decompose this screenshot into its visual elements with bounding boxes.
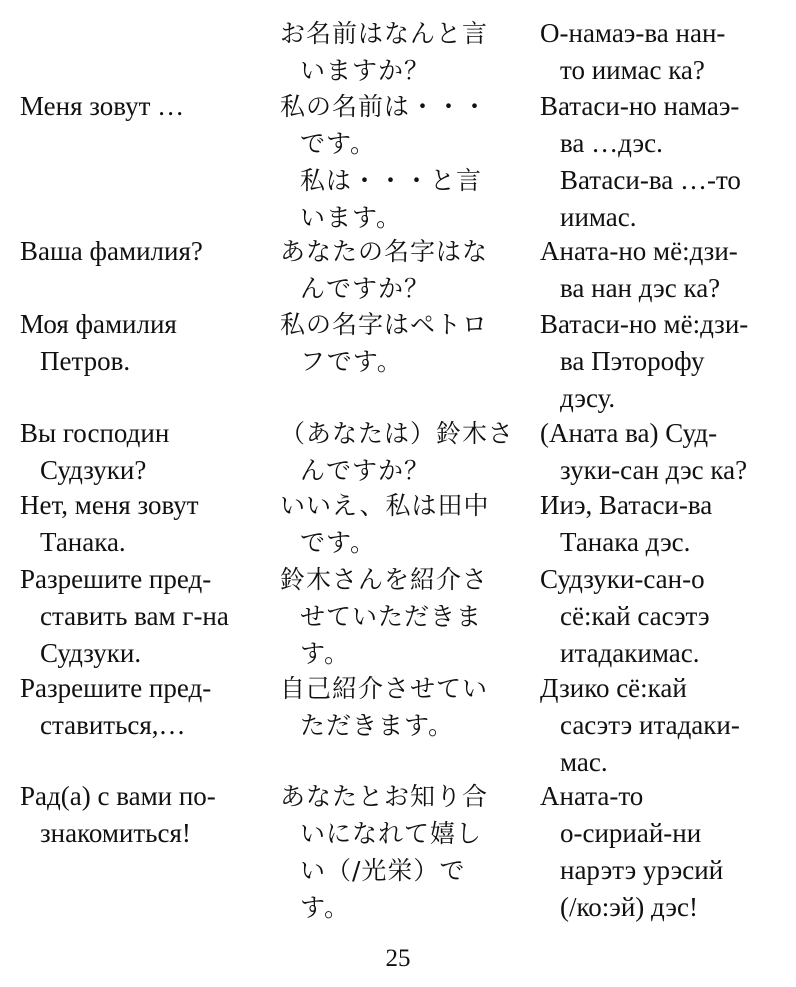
russian-phrase <box>20 415 265 489</box>
transcription-line: нарэтэ урэсий <box>560 855 724 885</box>
transcription-line: Аната-то <box>540 781 644 811</box>
russian-phrase <box>20 778 265 852</box>
japanese-phrase-line: んですか？ <box>300 274 431 303</box>
transcription-line: Танака дэс. <box>560 527 691 557</box>
transcription <box>540 561 790 672</box>
transcription-line: сё:кай сасэтэ <box>560 601 710 631</box>
transcription-line: зуки-сан дэс ка? <box>560 455 748 485</box>
russian-phrase-line: Судзуки? <box>40 455 147 485</box>
japanese-phrase-line: 自己紹介させてい <box>280 674 489 703</box>
transcription <box>540 487 790 561</box>
russian-phrase-line: Петров. <box>40 346 131 376</box>
transcription-line: Дзико сё:кай <box>540 673 687 703</box>
transcription-line: О-намаэ-ва нан- <box>540 18 726 48</box>
transcription-line: мас. <box>560 747 608 777</box>
transcription-line: (Аната ва) Суд- <box>540 418 718 448</box>
russian-phrase <box>20 306 265 380</box>
japanese-phrase <box>280 415 530 489</box>
russian-phrase-line: знакомиться! <box>40 818 191 848</box>
russian-phrase <box>20 88 265 125</box>
russian-phrase <box>20 670 265 744</box>
japanese-phrase-line: お名前はなんと言 <box>280 19 489 48</box>
page-number: 25 <box>385 945 411 972</box>
russian-phrase-line: Меня зовут … <box>20 91 185 121</box>
transcription-line: ва нан дэс ка? <box>560 273 721 303</box>
japanese-phrase-line: 私の名前は・・・ <box>280 92 489 121</box>
transcription-line: сасэтэ итадаки- <box>560 710 740 740</box>
transcription <box>540 233 790 307</box>
russian-phrase-line: Нет, меня зовут <box>20 490 199 520</box>
japanese-phrase <box>280 778 530 926</box>
russian-phrase-line: Разрешите пред- <box>20 564 212 594</box>
japanese-phrase-line: す。 <box>300 893 351 922</box>
japanese-phrase-line: あなたとお知り合 <box>280 782 489 811</box>
transcription-line: Судзуки-сан-о <box>540 564 705 594</box>
japanese-phrase-line: せていただきま <box>300 602 483 631</box>
japanese-phrase-line: ただきます。 <box>300 711 455 740</box>
russian-phrase-line: ставиться,… <box>40 710 186 740</box>
japanese-phrase-line: います。 <box>300 203 403 232</box>
transcription <box>540 306 790 417</box>
transcription-line: Ииэ, Ватаси-ва <box>540 490 713 520</box>
transcription-line: ва Пэторофу <box>560 346 705 376</box>
transcription <box>540 415 790 489</box>
japanese-phrase-line: 鈴木さんを紹介さ <box>280 565 489 594</box>
russian-phrase-line: ставить вам г-на <box>40 601 229 631</box>
transcription-line: ва …дэс. <box>560 128 663 158</box>
transcription <box>540 15 790 89</box>
transcription <box>540 778 790 926</box>
russian-phrase-line: Ваша фамилия? <box>20 236 203 266</box>
transcription-line: Ватаси-ва …-то <box>560 165 741 195</box>
japanese-phrase-line: いますか？ <box>300 56 431 85</box>
russian-phrase-line: Разрешите пред- <box>20 673 212 703</box>
transcription-line: то иимас ка? <box>560 55 705 85</box>
japanese-phrase-line: 私の名字はペトロ <box>280 310 489 339</box>
japanese-phrase-line: あなたの名字はな <box>280 237 489 266</box>
transcription-line: иимас. <box>560 202 637 232</box>
russian-phrase-line: Рад(а) с вами по- <box>20 781 216 811</box>
russian-phrase <box>20 487 265 561</box>
japanese-phrase-line: フです。 <box>300 347 403 376</box>
russian-phrase-line: Моя фамилия <box>20 309 177 339</box>
russian-phrase-line: Танака. <box>40 527 126 557</box>
japanese-phrase <box>280 487 530 561</box>
japanese-phrase <box>280 306 530 380</box>
russian-phrase <box>20 233 265 270</box>
japanese-phrase-line: です。 <box>300 528 377 557</box>
japanese-phrase-line: す。 <box>300 639 351 668</box>
japanese-phrase-line: いいえ、私は田中 <box>280 491 490 520</box>
japanese-phrase-line: んですか？ <box>300 456 431 485</box>
transcription-line: Ватаси-но намаэ- <box>540 91 740 121</box>
japanese-phrase-line: 私は・・・と言 <box>300 166 483 195</box>
transcription <box>540 88 790 236</box>
japanese-phrase <box>280 88 530 236</box>
japanese-phrase <box>280 561 530 672</box>
transcription-line: дэсу. <box>560 383 616 413</box>
transcription-line: о-сириай-ни <box>560 818 702 848</box>
russian-phrase <box>20 561 265 672</box>
japanese-phrase-line: （あなたは）鈴木さ <box>280 419 515 448</box>
japanese-phrase-line: です。 <box>300 129 377 158</box>
transcription-line: (/ко:эй) дэс! <box>560 892 698 922</box>
transcription-line: Аната-но мё:дзи- <box>540 236 738 266</box>
japanese-phrase <box>280 670 530 744</box>
japanese-phrase-line: いになれて嬉し <box>300 819 483 848</box>
transcription-line: Ватаси-но мё:дзи- <box>540 309 749 339</box>
transcription-line: итадакимас. <box>560 638 700 668</box>
russian-phrase-line: Судзуки. <box>40 638 142 668</box>
japanese-phrase <box>280 15 530 89</box>
russian-phrase-line: Вы господин <box>20 418 170 448</box>
transcription <box>540 670 790 781</box>
japanese-phrase-line: い（/光栄）で <box>300 856 466 885</box>
japanese-phrase <box>280 233 530 307</box>
